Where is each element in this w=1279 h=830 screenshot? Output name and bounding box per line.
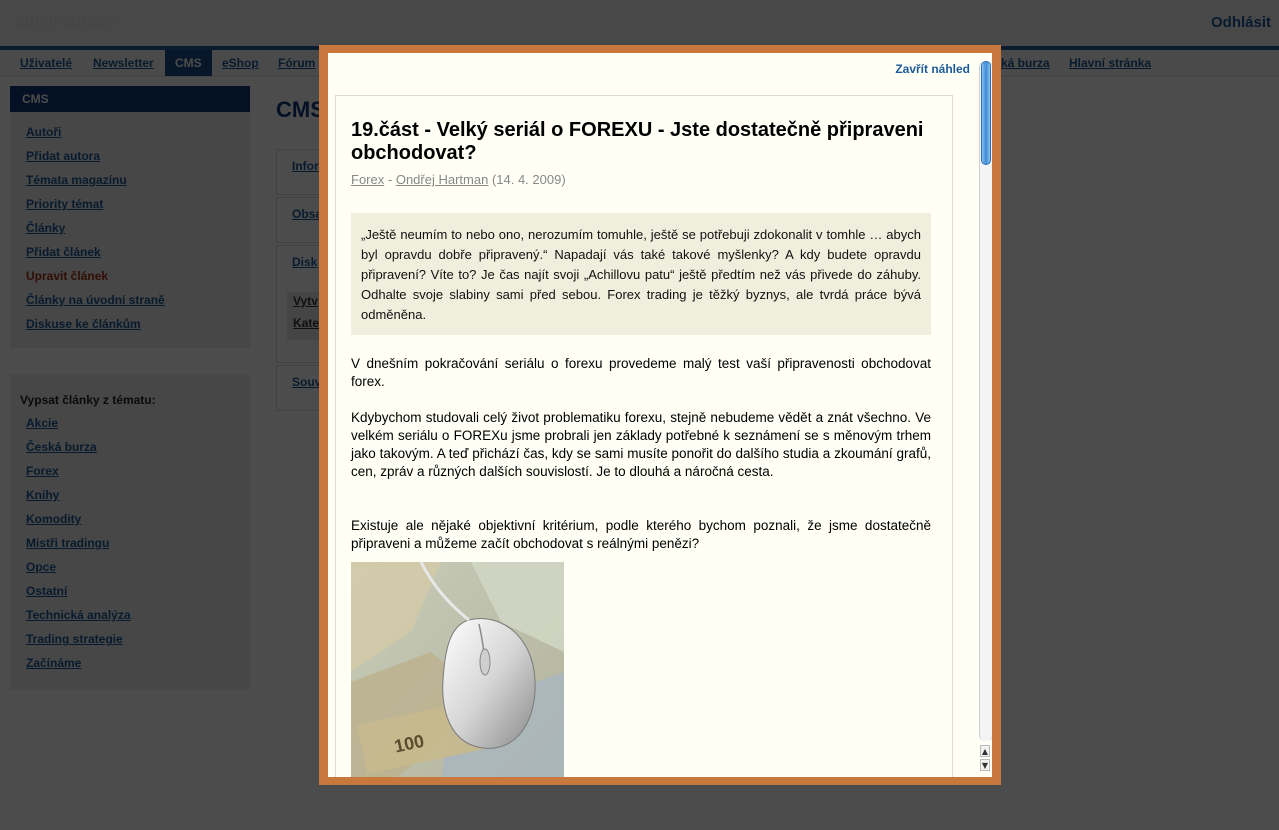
- scrollbar-track[interactable]: [979, 61, 992, 741]
- article-preview: [335, 95, 953, 777]
- article-category-link[interactable]: Forex: [351, 172, 385, 187]
- meta-separator: -: [387, 172, 393, 187]
- article-perex: „Ještě neumím to nebo ono, nerozumím tomuhle, ještě se potřebuji zdokonalit v tomhle … abych byl opravdu dobře připravený.“ Napadají vás také takové myšlenky? A kdy budete opravdu připravení? Víte to? Je čas najít svoji „Achillovu patu“ ještě předtím než vás přivede do záhuby. Odhalte svoje slabiny sami před sebou. Forex trading je těžký byznys, ale tvrdá práce bývá odměněna.: [351, 213, 931, 335]
- modal-scrollbar[interactable]: [978, 53, 992, 777]
- preview-content: [328, 53, 992, 777]
- article-title: 19.část - Velký seriál o FOREXU - Jste dostatečně připraveni obchodovat?: [351, 119, 924, 164]
- computer-mouse-on-banknotes-image: [351, 562, 564, 777]
- preview-modal: [319, 45, 1001, 785]
- close-preview-link[interactable]: Zavřít náhled: [895, 62, 970, 76]
- article-paragraph: Existuje ale nějaké objektivní kritérium, podle kterého bychom poznali, že jsme dostatečně připraveni a můžeme začít obchodovat s reálnými penězi?: [351, 518, 931, 551]
- article-paragraph: Kdybychom studovali celý život problematiku forexu, stejně nebudeme vědět a znát všechno. Ve velkém seriálu o FOREXu jsme probrali jen základy potřebné k seznámení se s měnovým trhem jako takovým. A teď přichází čas, kdy se sami musíte ponořit do dalšího studia a zkoumání grafů, cen, zpráv a různých dalších souvislostí. Je to dlouhá a náročná cesta.: [351, 410, 931, 479]
- article-date: (14. 4. 2009): [491, 172, 566, 187]
- scroll-up-arrow-icon[interactable]: ▲: [981, 747, 989, 756]
- article-paragraph: V dnešním pokračování seriálu o forexu provedeme malý test vaší připravenosti obchodovat forex.: [351, 356, 931, 389]
- article-author-link[interactable]: Ondřej Hartman: [395, 172, 489, 187]
- banknote-text: 100: [392, 730, 426, 757]
- article-image: [351, 562, 564, 777]
- article-meta: [351, 172, 566, 187]
- scrollbar-thumb[interactable]: [981, 61, 991, 165]
- scroll-down-arrow-icon[interactable]: ▼: [981, 761, 989, 770]
